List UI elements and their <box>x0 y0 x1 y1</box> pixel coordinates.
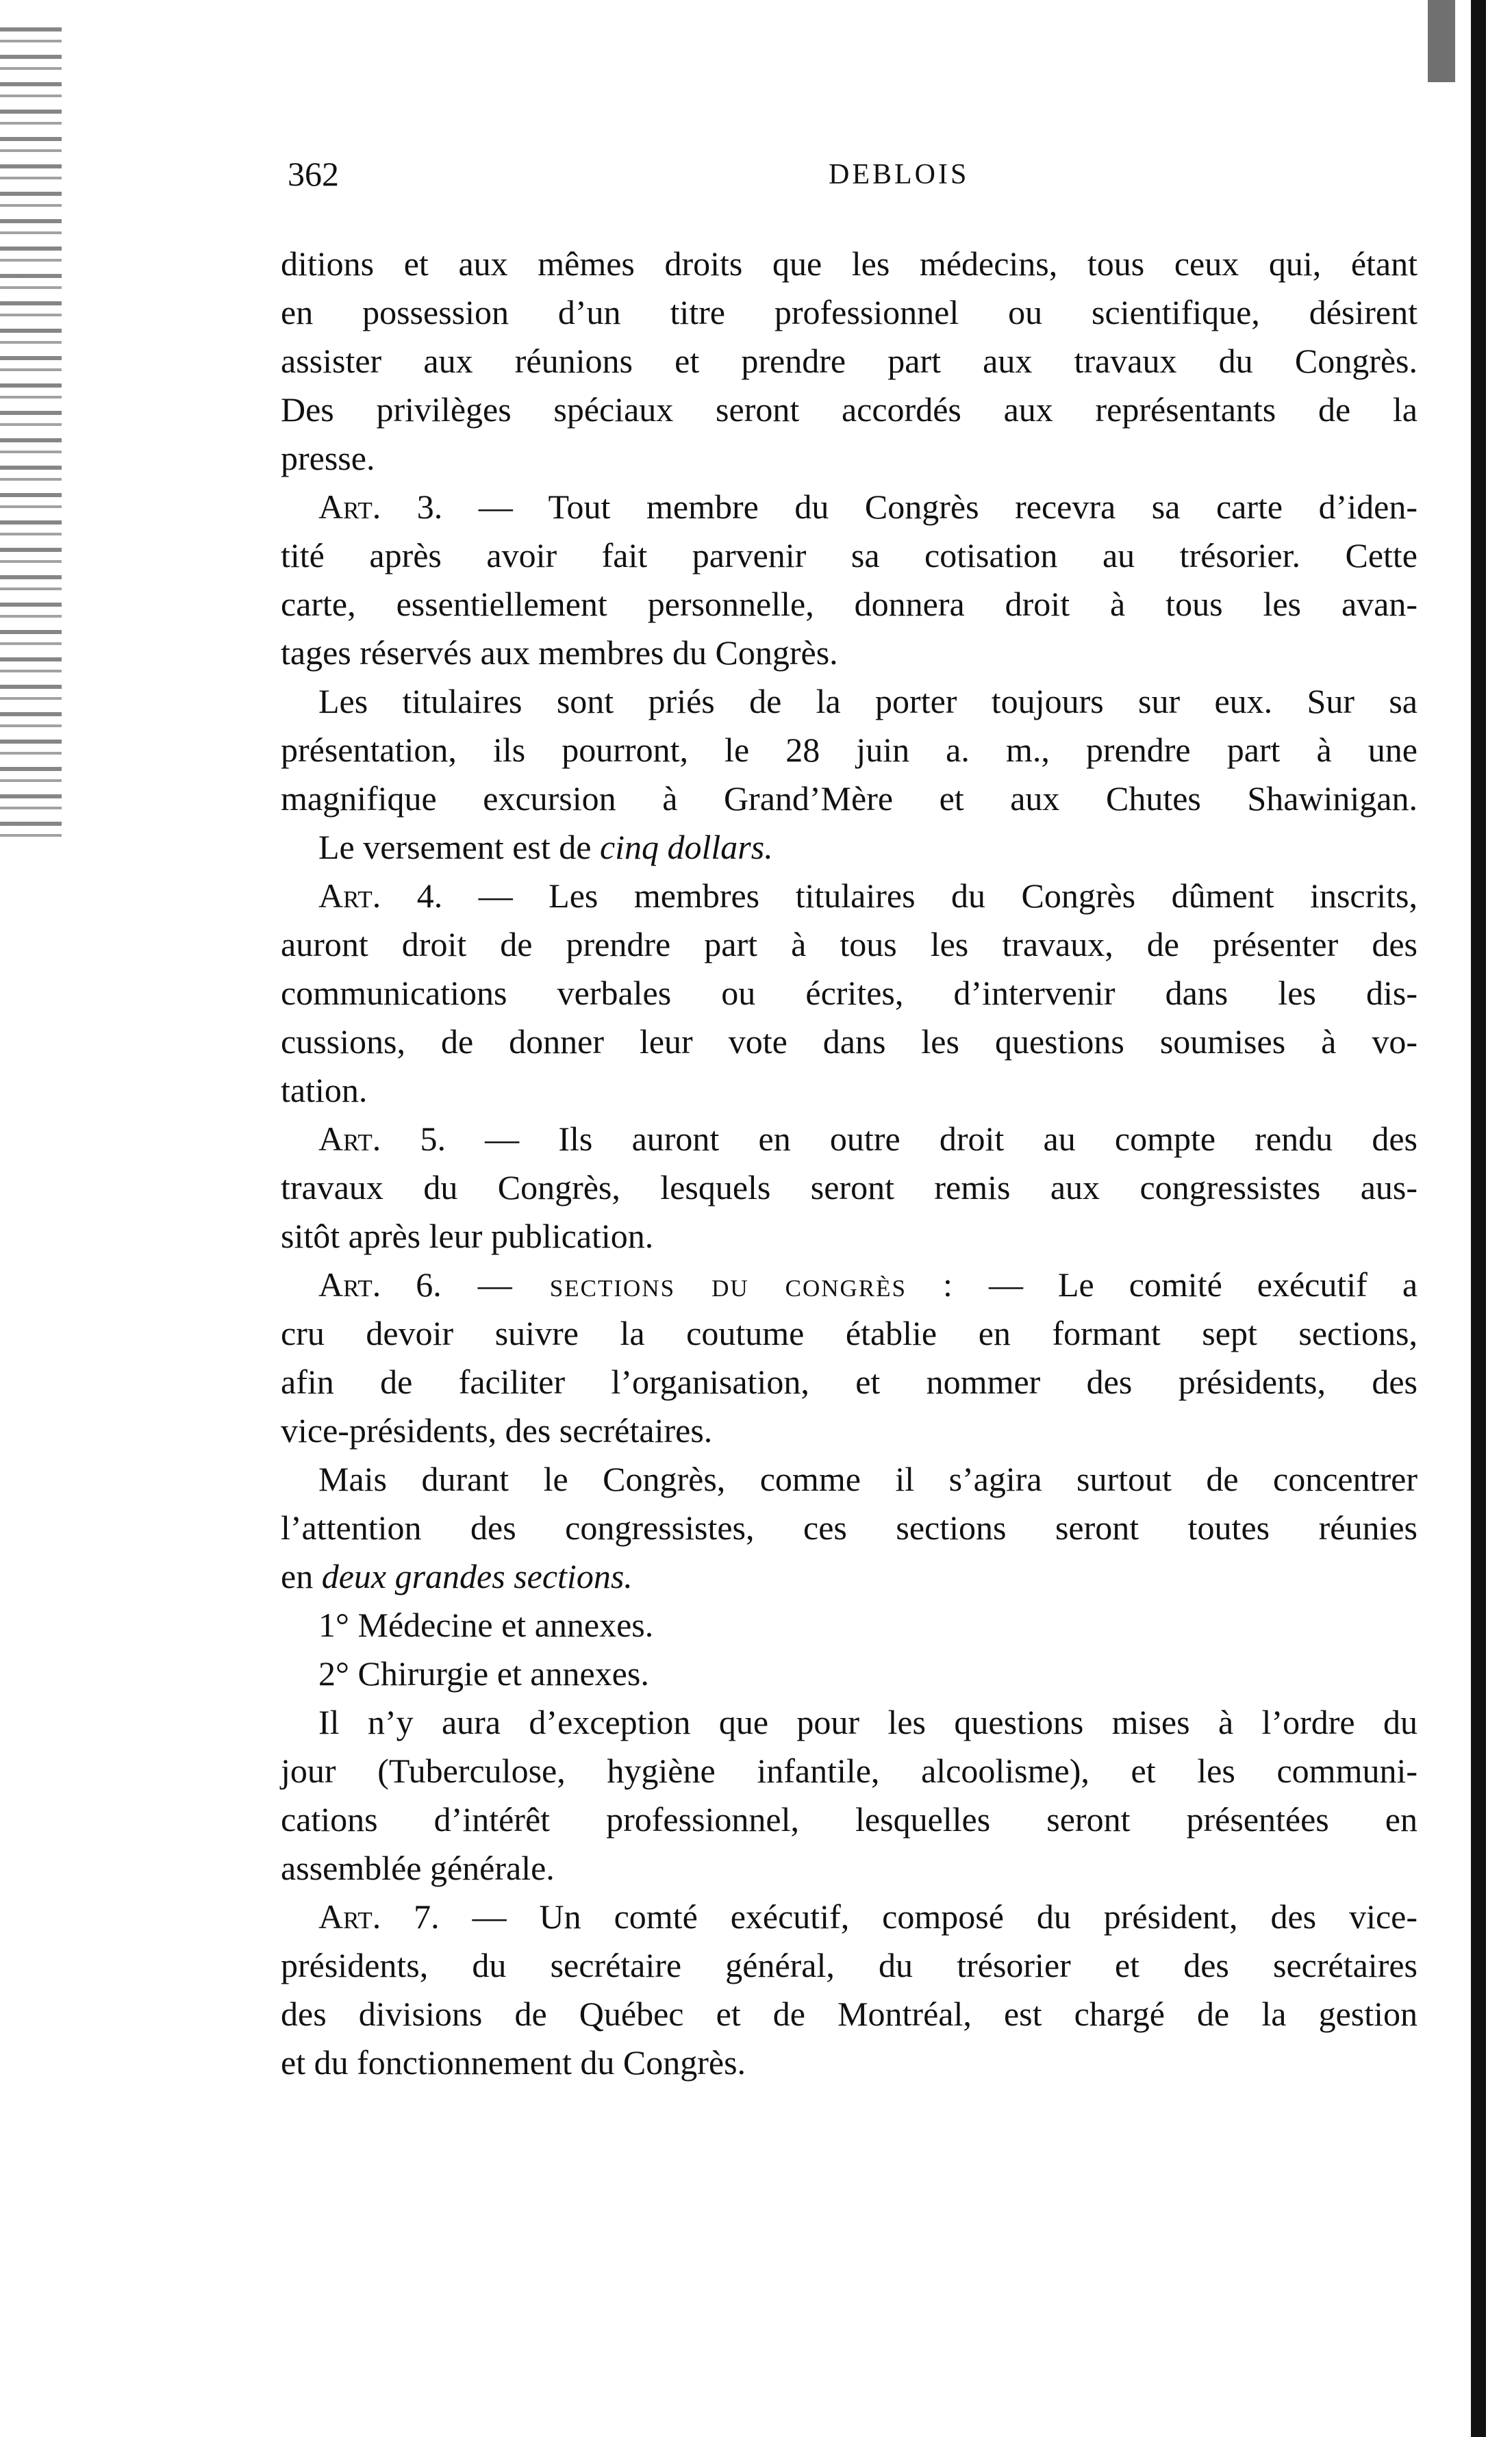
text-line <box>281 386 1418 434</box>
text-line <box>281 580 1418 629</box>
line-text: — Les membres titulaires du Congrès dûment inscrits, <box>442 876 1418 915</box>
text-line <box>281 872 1418 920</box>
line-text: Il n’y aura d’exception que pour les questions mises à l’ordre du <box>318 1703 1418 1741</box>
text-line <box>281 531 1418 580</box>
line-text: presse. <box>281 439 375 477</box>
line-text: cations d’intérêt professionnel, lesquelles seront présentées en <box>281 1800 1418 1839</box>
line-text: magnifique excursion à Grand’Mère et aux Chutes Shawinigan. <box>281 779 1418 818</box>
text-line <box>281 823 1418 872</box>
line-text: cussions, de donner leur vote dans les questions soumises à vo- <box>281 1022 1418 1061</box>
text-line <box>281 920 1418 969</box>
text-line <box>281 1115 1418 1163</box>
text-line <box>281 969 1418 1018</box>
italic-text: cinq dollars. <box>599 828 773 866</box>
text-line <box>281 1455 1418 1504</box>
text-line <box>281 434 1418 483</box>
text-line <box>281 1066 1418 1115</box>
line-text: — Tout membre du Congrès recevra sa carte d’iden- <box>442 488 1418 526</box>
text-line <box>281 677 1418 726</box>
text-line <box>281 1309 1418 1358</box>
text-line <box>281 1698 1418 1747</box>
text-line <box>281 1747 1418 1795</box>
text-line <box>281 1018 1418 1066</box>
line-text: des divisions de Québec et de Montréal, est chargé de la gestion <box>281 1995 1418 2033</box>
line-text: — Le comité exécutif a <box>953 1265 1418 1304</box>
line-text: tité après avoir fait parvenir sa cotisation au trésorier. Cette <box>281 536 1418 574</box>
line-text: l’attention des congressistes, ces sections seront toutes réunies <box>281 1508 1418 1547</box>
line-text: Les titulaires sont priés de la porter toujours sur eux. Sur sa <box>318 682 1418 720</box>
text-line <box>281 2038 1418 2087</box>
line-text: communications verbales ou écrites, d’intervenir dans les dis- <box>281 974 1418 1012</box>
text-line <box>281 1504 1418 1552</box>
text-line <box>281 1650 1418 1698</box>
page-header <box>288 154 1178 202</box>
line-text: carte, essentiellement personnelle, donnera droit à tous les avan- <box>281 585 1418 623</box>
text-line <box>281 774 1418 823</box>
body-text <box>281 240 1418 2087</box>
line-text: travaux du Congrès, lesquels seront remis aux congressistes aus- <box>281 1168 1418 1207</box>
text-line <box>281 1941 1418 1990</box>
italic-text: deux grandes sections. <box>321 1557 633 1595</box>
line-text: tation. <box>281 1071 368 1109</box>
line-text: en possession d’un titre professionnel ou scientifique, désirent <box>281 293 1418 331</box>
text-line <box>281 337 1418 386</box>
line-text: vice-présidents, des secrétaires. <box>281 1411 713 1450</box>
article-label: Art. 6. <box>318 1265 442 1304</box>
line-text: assemblée générale. <box>281 1849 555 1887</box>
scan-edge-right-top <box>1428 0 1455 82</box>
running-head: DEBLOIS <box>829 159 970 190</box>
text-line <box>281 629 1418 677</box>
text-line <box>281 1552 1418 1601</box>
line-text: ditions et aux mêmes droits que les médecins, tous ceux qui, étant <box>281 244 1418 283</box>
line-text: cru devoir suivre la coutume établie en formant sept sections, <box>281 1314 1418 1352</box>
line-text: — Ils auront en outre droit au compte rendu des <box>445 1120 1418 1158</box>
text-line <box>281 240 1418 288</box>
line-text: assister aux réunions et prendre part aux travaux du Congrès. <box>281 342 1418 380</box>
text-line <box>281 1601 1418 1650</box>
line-text: sitôt après leur publication. <box>281 1217 654 1255</box>
line-text: présentation, ils pourront, le 28 juin a. m., prendre part à une <box>281 731 1418 769</box>
section-heading: — sections du congrès : <box>441 1265 954 1304</box>
text-line <box>281 288 1418 337</box>
line-text: — Un comté exécutif, composé du président, des vice- <box>439 1897 1418 1936</box>
line-text: tages réservés aux membres du Congrès. <box>281 633 838 672</box>
line-text: Mais durant le Congrès, comme il s’agira surtout de concentrer <box>318 1460 1418 1498</box>
article-label: Art. 4. <box>318 876 443 915</box>
line-text: présidents, du secrétaire général, du trésorier et des secrétaires <box>281 1946 1418 1984</box>
article-label: Art. 7. <box>318 1897 440 1936</box>
text-line <box>281 1844 1418 1893</box>
line-text: et du fonctionnement du Congrès. <box>281 2043 746 2082</box>
line-text: auront droit de prendre part à tous les travaux, de présenter des <box>281 925 1418 963</box>
text-line <box>281 1990 1418 2038</box>
text-line <box>281 1212 1418 1261</box>
article-label: Art. 3. <box>318 488 443 526</box>
scan-edge-left <box>0 27 62 849</box>
text-line <box>281 1163 1418 1212</box>
article-label: Art. 5. <box>318 1120 446 1158</box>
text-line <box>281 1406 1418 1455</box>
line-text: Des privilèges spéciaux seront accordés aux représentants de la <box>281 390 1418 429</box>
line-text: en <box>281 1557 322 1595</box>
line-text: 2° Chirurgie et annexes. <box>318 1654 649 1693</box>
line-text: 1° Médecine et annexes. <box>318 1606 654 1644</box>
text-line <box>281 726 1418 774</box>
line-text: afin de faciliter l’organisation, et nommer des présidents, des <box>281 1363 1418 1401</box>
text-line <box>281 1358 1418 1406</box>
text-line <box>281 1893 1418 1941</box>
line-text: Le versement est de <box>318 828 600 866</box>
text-line <box>281 1795 1418 1844</box>
scan-edge-right <box>1471 0 1486 2437</box>
text-line <box>281 1261 1418 1309</box>
line-text: jour (Tuberculose, hygiène infantile, alcoolisme), et les communi- <box>281 1752 1418 1790</box>
text-line <box>281 483 1418 531</box>
page-number: 362 <box>288 155 339 193</box>
